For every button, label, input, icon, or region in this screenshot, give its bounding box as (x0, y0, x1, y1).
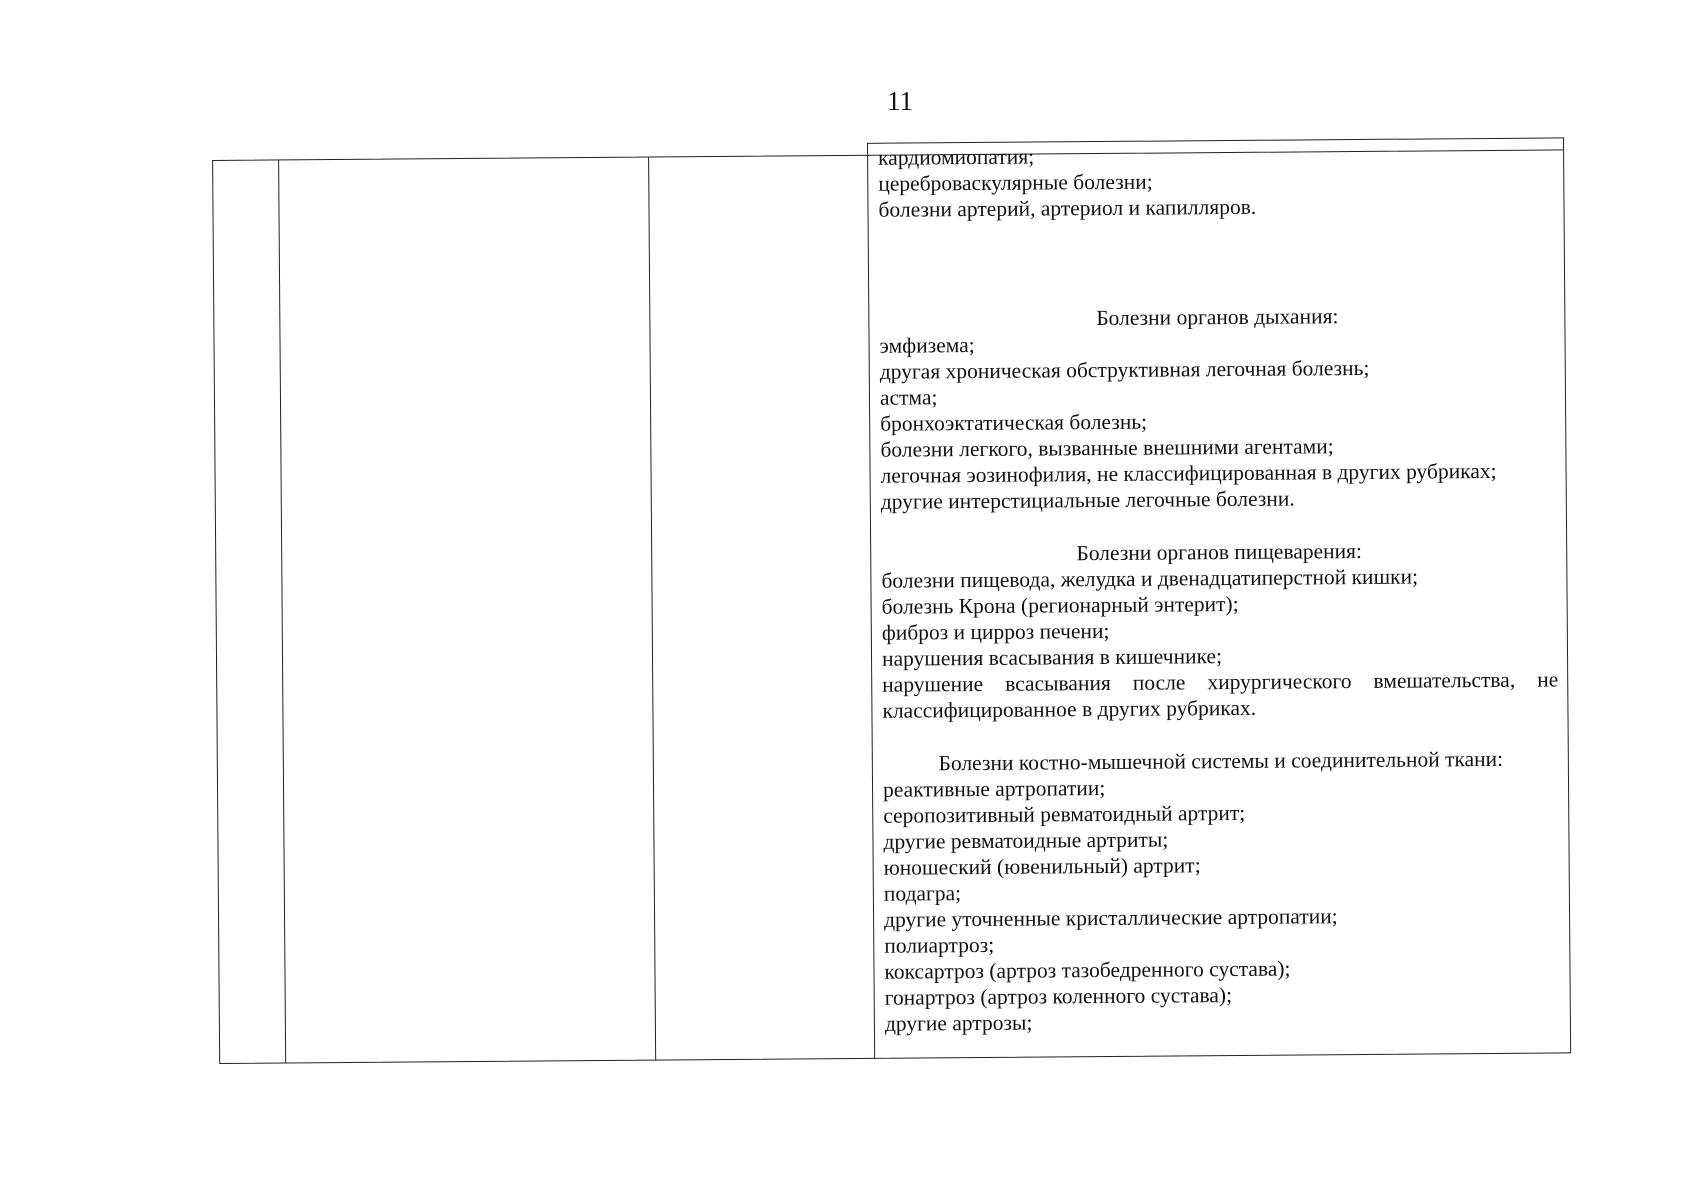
list-item: эмфизема; (879, 333, 975, 358)
list-item: юношеский (ювенильный) артрит; (883, 853, 1201, 880)
section-heading: Болезни костно-мышечной системы и соединительной ткани: (938, 746, 1504, 776)
list-item: бронхоэктатическая болезнь; (880, 409, 1148, 436)
digestive-section (881, 536, 1558, 723)
list-item: другие уточненные кристаллические артропатии; (883, 904, 1338, 932)
section-heading: Болезни органов пищеварения: (1076, 538, 1363, 566)
list-item: другие артрозы; (884, 1010, 1033, 1036)
list-item: другая хроническая обструктивная легочная болезнь; (879, 355, 1370, 384)
list-item: астма; (879, 385, 938, 410)
list-item: болезнь Крона (регионарный энтерит); (881, 591, 1239, 619)
cardio-tail-list (878, 139, 1555, 222)
list-item: коксартроз (артроз тазобедренного сустава); (884, 956, 1291, 984)
list-item: нарушения всасывания в кишечнике; (881, 644, 1223, 671)
list-item: гонартроз (артроз коленного сустава); (884, 983, 1233, 1010)
list-item: серопозитивный ревматоидный артрит; (883, 800, 1246, 828)
list-item-long: нарушение всасывания после хирургического вмешательства, не классифицированное в других рубриках. (882, 667, 1559, 723)
list-item: другие интерстициальные легочные болезни. (880, 486, 1295, 514)
list-item: полиартроз; (884, 932, 995, 958)
list-item: подагра; (883, 881, 962, 906)
list-item: легочная эозинофилия, не классифицированная в других рубриках; (880, 458, 1497, 488)
list-item: цереброваскулярные болезни; (878, 169, 1153, 196)
list-item: болезни легкого, вызванные внешними агентами; (880, 434, 1334, 462)
list-item: кардиомиопатия; (878, 144, 1035, 170)
list-item: болезни пищевода, желудка и двенадцатиперстной кишки; (881, 564, 1419, 593)
disease-list-cell (878, 139, 1561, 1036)
list-item: другие ревматоидные артриты; (883, 827, 1169, 854)
list-item: фиброз и цирроз печени; (881, 618, 1110, 645)
musculoskeletal-section (883, 745, 1561, 1036)
list-item: болезни артерий, артериол и капилляров. (878, 194, 1257, 222)
section-heading: Болезни органов дыхания: (1096, 304, 1339, 331)
document-table (212, 137, 1571, 1066)
list-item: реактивные артропатии; (882, 776, 1106, 802)
page-number: 11 (887, 86, 913, 116)
respiratory-section (879, 301, 1557, 514)
